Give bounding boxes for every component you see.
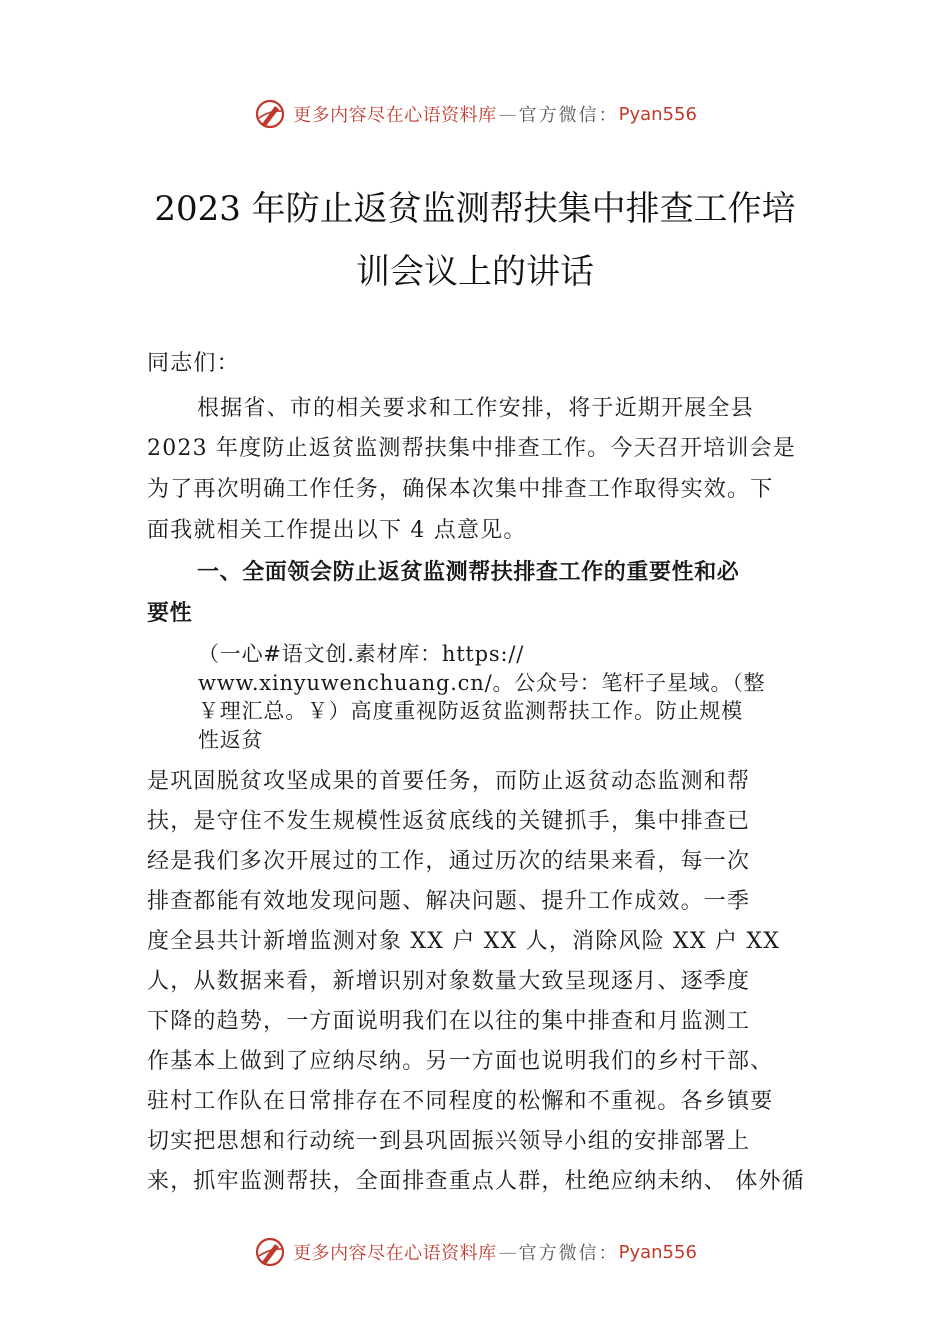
paragraph-2-line: 是巩固脱贫攻坚成果的首要任务，而防止返贫动态监测和帮 <box>147 769 751 794</box>
paragraph-2-line: 驻村工作队在日常排存在不同程度的松懈和不重视。各乡镇要 <box>147 1089 774 1114</box>
source-note-line: ￥理汇总。￥）高度重视防返贫监测帮扶工作。防止规模 <box>198 699 743 723</box>
paragraph-1-line: 2023 年度防止返贫监测帮扶集中排查工作。今天召开培训会是 <box>147 436 796 461</box>
watermark-main-text: 更多内容尽在心语资料库 <box>293 105 497 126</box>
source-note-line: www.xinyuwenchuang.cn/。公众号：笔杆子星域。（整 <box>198 671 766 695</box>
watermark-wechat-id: Pyan556 <box>618 1241 697 1263</box>
source-note-line: （一心#语文创.素材库：https:// <box>198 642 525 666</box>
paragraph-2-line: 扶，是守住不发生规模性返贫底线的关键抓手，集中排查已 <box>147 809 751 834</box>
section-heading-1-line: 要性 <box>147 601 193 626</box>
watermark-dash: — <box>498 1241 517 1263</box>
paragraph-2-line: 经是我们多次开展过的工作，通过历次的结果来看，每一次 <box>147 849 751 874</box>
paragraph-2-line: 下降的趋势，一方面说明我们在以往的集中排查和月监测工 <box>147 1009 751 1034</box>
source-note-line: 性返贫 <box>198 728 264 752</box>
section-heading-1-line: 一、全面领会防止返贫监测帮扶排查工作的重要性和必 <box>197 560 740 585</box>
watermark-sub-text: 官方微信： <box>518 1243 619 1264</box>
paragraph-1-line: 为了再次明确工作任务，确保本次集中排查工作取得实效。下 <box>147 477 774 502</box>
paragraph-2-line: 人，从数据来看，新增识别对象数量大致呈现逐月、逐季度 <box>147 969 751 994</box>
watermark-sub-text: 官方微信： <box>518 105 619 126</box>
paragraph-2-line: 度全县共计新增监测对象 XX 户 XX 人，消除风险 XX 户 XX <box>147 929 781 954</box>
watermark-footer <box>0 1232 950 1272</box>
pen-nib-logo-icon <box>253 97 287 131</box>
paragraph-2-line: 排查都能有效地发现问题、解决问题、提升工作成效。一季 <box>147 889 751 914</box>
watermark-dash: — <box>498 103 517 125</box>
watermark-header <box>0 94 950 134</box>
watermark-wechat-id: Pyan556 <box>618 103 697 125</box>
paragraph-2-line: 切实把思想和行动统一到县巩固振兴领导小组的安排部署上 <box>147 1129 751 1154</box>
paragraph-1-line: 根据省、市的相关要求和工作安排，将于近期开展全县 <box>197 396 754 421</box>
paragraph-1-line: 面我就相关工作提出以下 4 点意见。 <box>147 518 527 543</box>
watermark-main-text: 更多内容尽在心语资料库 <box>293 1243 497 1264</box>
document-title-line-1: 2023 年防止返贫监测帮扶集中排查工作培 <box>154 189 796 229</box>
pen-nib-logo-icon <box>253 1235 287 1269</box>
document-title-line-2: 训会议上的讲话 <box>356 252 594 292</box>
salutation: 同志们： <box>147 351 240 376</box>
paragraph-2-line: 作基本上做到了应纳尽纳。另一方面也说明我们的乡村干部、 <box>147 1049 774 1074</box>
paragraph-2-line: 来，抓牢监测帮扶，全面排查重点人群，杜绝应纳未纳、 体外循 <box>147 1169 805 1194</box>
